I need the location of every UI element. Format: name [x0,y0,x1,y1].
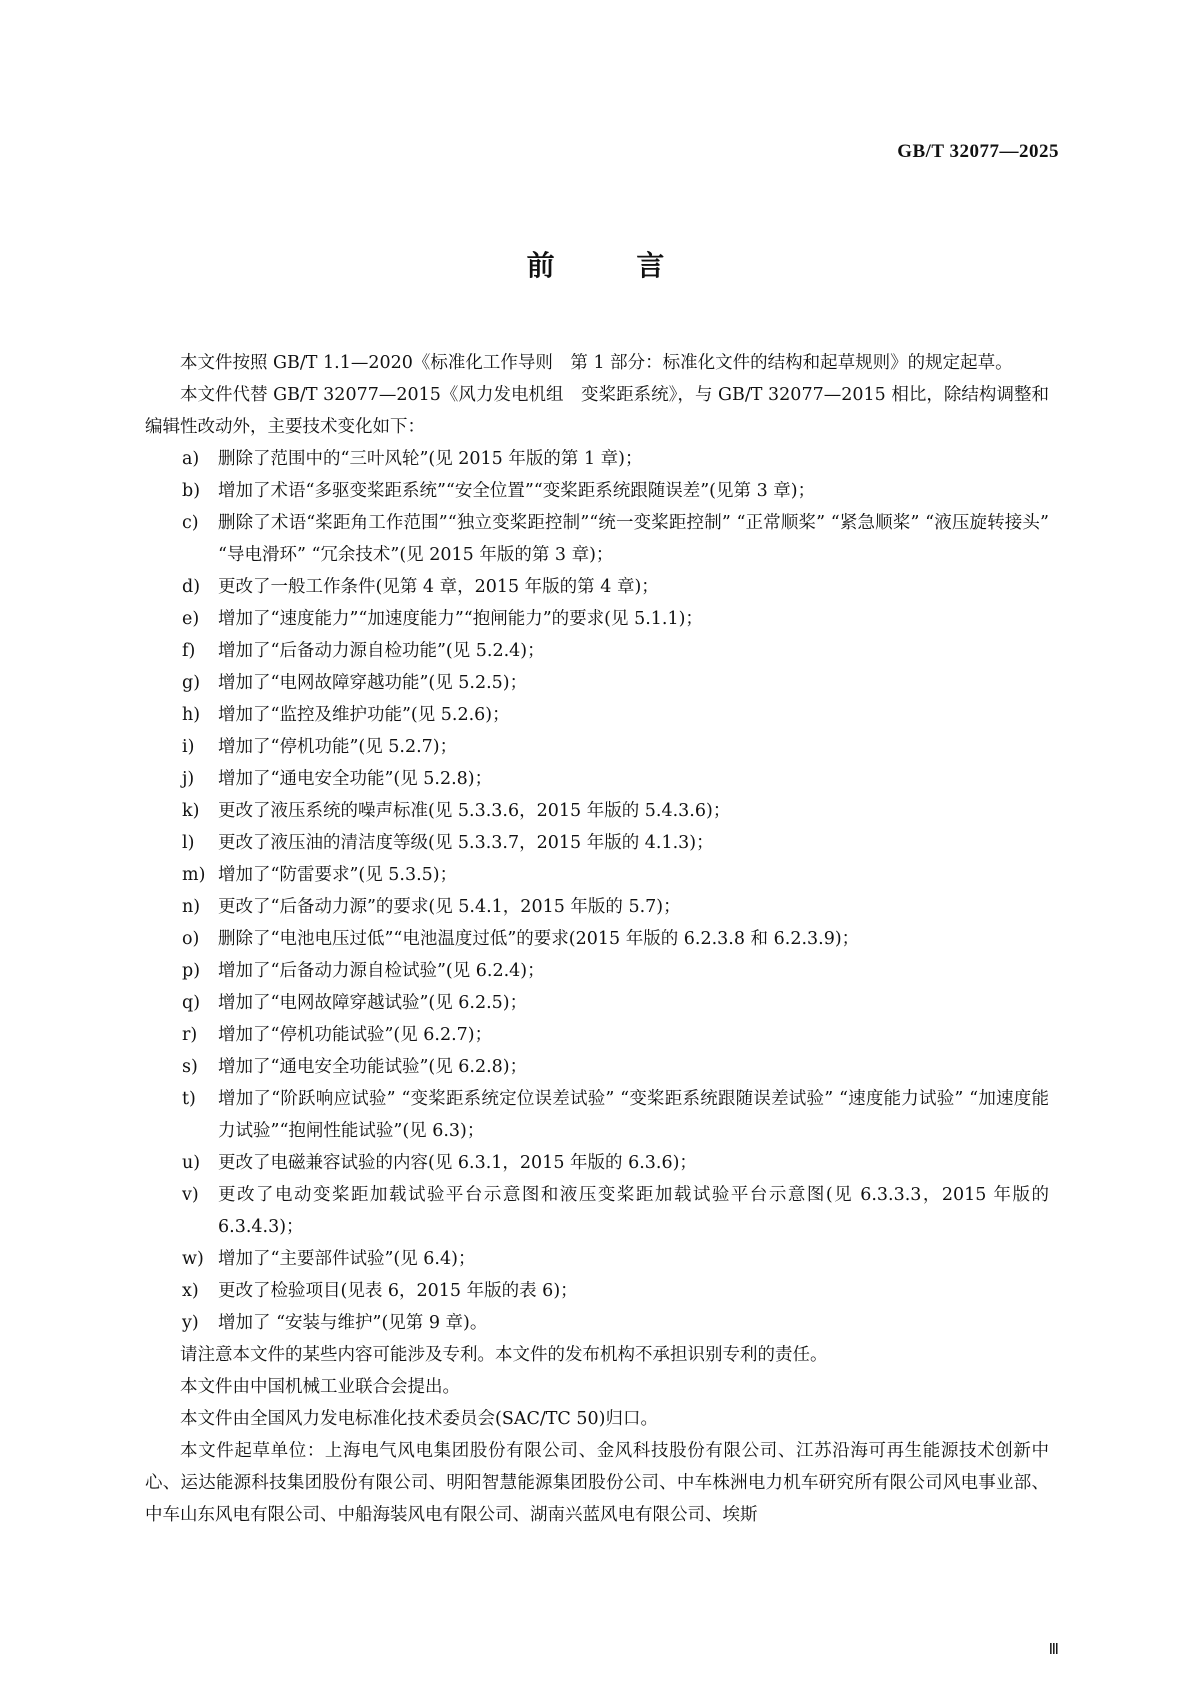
committee-statement: 本文件由全国风力发电标准化技术委员会(SAC/TC 50)归口。 [180,1409,658,1429]
change-item-text: 更改了检验项目(见表 6，2015 年版的表 6)； [218,1281,578,1301]
change-item-marker: n) [182,897,201,917]
change-item-marker: o) [182,929,200,949]
change-item-marker: l) [182,833,195,853]
change-item-marker: r) [182,1025,198,1045]
change-item-marker: v) [182,1185,199,1205]
change-item-text: 增加了“通电安全功能试验”(见 6.2.8)； [218,1057,528,1077]
change-item-marker: s) [182,1057,198,1077]
page-title: 前 言 [526,249,701,282]
change-item-text: 增加了“电网故障穿越试验”(见 6.2.5)； [218,993,528,1013]
change-item [145,507,1049,571]
change-item [145,1019,1049,1051]
change-item-text: 删除了“电池电压过低”“电池温度过低”的要求(2015 年版的 6.2.3.8 和 6.2.3.9)； [218,929,860,949]
change-item [145,795,1049,827]
change-item [145,1307,1049,1339]
change-item-marker: e) [182,609,200,629]
change-item [145,443,1049,475]
change-item-text: 删除了范围中的“三叶风轮”(见 2015 年版的第 1 章)； [218,449,643,469]
change-item [145,955,1049,987]
change-item-text: 增加了“通电安全功能”(见 5.2.8)； [218,769,493,789]
standard-code: GB/T 32077—2025 [897,141,1059,162]
proposer-statement: 本文件由中国机械工业联合会提出。 [180,1377,460,1397]
drafting-units: 本文件起草单位：上海电气风电集团股份有限公司、金风科技股份有限公司、江苏沿海可再生能源技术创新中心、运达能源科技集团股份有限公司、明阳智慧能源集团股份公司、中车株洲电力机车研究所有限公司风电事业部、中车山东风电有限公司、中船海装风电有限公司、湖南兴蓝风电有限公司、埃斯 [145,1441,1049,1525]
change-item [145,1051,1049,1083]
change-item [145,923,1049,955]
change-item-marker: k) [182,801,200,821]
change-item-marker: d) [182,577,201,597]
change-item-text: 增加了“停机功能”(见 5.2.7)； [218,737,458,757]
change-item-text: 增加了“主要部件试验”(见 6.4)； [218,1249,476,1269]
change-item-text: 增加了“速度能力”“加速度能力”“抱闸能力”的要求(见 5.1.1)； [218,609,703,629]
change-item-text: 更改了“后备动力源”的要求(见 5.4.1，2015 年版的 5.7)； [218,897,681,917]
change-item-marker: a) [182,449,200,469]
change-item-text: 增加了术语“多驱变桨距系统”“安全位置”“变桨距系统跟随误差”(见第 3 章)； [218,481,816,501]
change-item-text: 更改了液压油的清洁度等级(见 5.3.3.7，2015 年版的 4.1.3)； [218,833,714,853]
change-item [145,827,1049,859]
change-item-text: 更改了电动变桨距加载试验平台示意图和液压变桨距加载试验平台示意图(见 6.3.3.3，2015 年版的 6.3.4.3)； [218,1185,1049,1237]
change-item-marker: q) [182,993,201,1013]
change-item-marker: y) [182,1313,199,1333]
patent-notice: 请注意本文件的某些内容可能涉及专利。本文件的发布机构不承担识别专利的责任。 [180,1345,828,1365]
change-item-marker: i) [182,737,195,757]
change-item [145,1275,1049,1307]
change-item [145,1179,1049,1243]
change-item-text: 增加了 “安装与维护”(见第 9 章)。 [218,1313,488,1333]
change-item-text: 更改了一般工作条件(见第 4 章，2015 年版的第 4 章)； [218,577,659,597]
page-number: Ⅲ [1048,1640,1059,1658]
change-item-text: 增加了“电网故障穿越功能”(见 5.2.5)； [218,673,528,693]
change-item-marker: t) [182,1089,196,1109]
change-item-text: 增加了“后备动力源自检功能”(见 5.2.4)； [218,641,545,661]
change-item [145,571,1049,603]
change-item [145,731,1049,763]
change-item [145,1083,1049,1147]
change-item [145,635,1049,667]
change-item-marker: p) [182,961,201,981]
change-item-marker: b) [182,481,201,501]
change-item-text: 更改了电磁兼容试验的内容(见 6.3.1，2015 年版的 6.3.6)； [218,1153,697,1173]
change-item-text: 增加了“后备动力源自检试验”(见 6.2.4)； [218,961,545,981]
change-item [145,859,1049,891]
intro-paragraph: 本文件代替 GB/T 32077—2015《风力发电机组 变桨距系统》，与 GB/T 32077—2015 相比，除结构调整和编辑性改动外，主要技术变化如下： [145,385,1049,437]
change-item-marker: c) [182,513,199,533]
change-item-marker: j) [182,769,195,789]
change-item-text: 增加了“阶跃响应试验” “变桨距系统定位误差试验” “变桨距系统跟随误差试验” “速度能力试验” “加速度能力试验”“抱闸性能试验”(见 6.3)； [218,1089,1049,1141]
change-item-text: 删除了术语“桨距角工作范围”“独立变桨距控制”“统一变桨距控制” “正常顺桨” “紧急顺桨” “液压旋转接头” “导电滑环” “冗余技术”(见 2015 年版的第 3 章)； [218,513,1049,565]
change-item-marker: h) [182,705,201,725]
change-item [145,987,1049,1019]
change-item-marker: f) [182,641,196,661]
change-item [145,699,1049,731]
changes-list [145,443,1049,1339]
change-item-text: 增加了“监控及维护功能”(见 5.2.6)； [218,705,510,725]
intro-paragraph: 本文件按照 GB/T 1.1—2020《标准化工作导则 第 1 部分：标准化文件的结构和起草规则》的规定起草。 [180,353,1013,373]
change-item [145,891,1049,923]
change-item-text: 更改了液压系统的噪声标准(见 5.3.3.6，2015 年版的 5.4.3.6)； [218,801,731,821]
change-item [145,667,1049,699]
change-item [145,603,1049,635]
change-item-marker: g) [182,673,201,693]
change-item [145,475,1049,507]
change-item-marker: m) [182,865,206,885]
change-item-marker: w) [182,1249,204,1269]
change-item-marker: x) [182,1281,199,1301]
change-item [145,1147,1049,1179]
document-body [145,347,1049,1531]
change-item-marker: u) [182,1153,201,1173]
change-item [145,1243,1049,1275]
change-item-text: 增加了“防雷要求”(见 5.3.5)； [218,865,458,885]
change-item [145,763,1049,795]
change-item-text: 增加了“停机功能试验”(见 6.2.7)； [218,1025,493,1045]
